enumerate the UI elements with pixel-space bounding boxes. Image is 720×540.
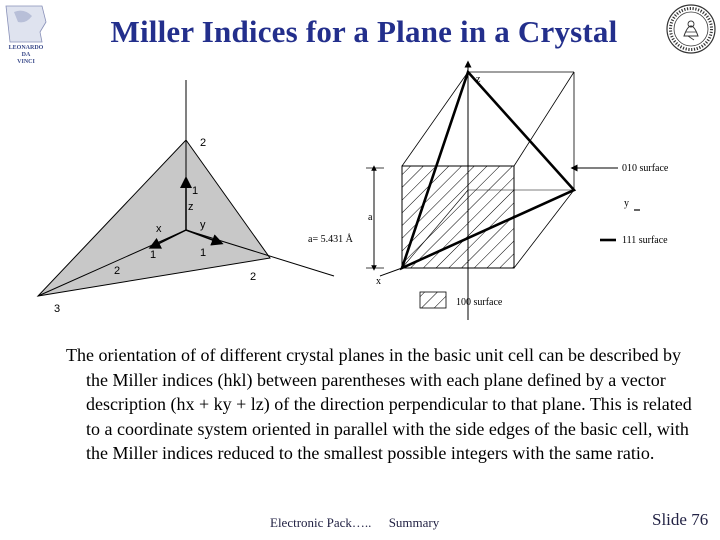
body-paragraph: The orientation of of different crystal planes in the basic unit cell can be described by the Miller indices (hkl) between parentheses with each plane defined by a vector description (hx + ky + lz) of the direction perpendicular to that plane. This is related to a coordinate system oriented in parallel with the side edges of the basic cell, with the Miller indices reduced to the smallest possible integers with the same ratio.	[66, 345, 692, 463]
legend-100-swatch	[420, 292, 446, 308]
svg-text:DA: DA	[21, 52, 31, 58]
footer-section: Summary	[388, 515, 440, 530]
tick-z-1: 1	[192, 185, 199, 197]
tick-y-2: 2	[250, 271, 257, 283]
footer-course: Electronic Pack…..	[270, 515, 372, 530]
z-axis-label: z	[476, 74, 481, 85]
tick-z-2: 2	[200, 137, 207, 149]
svg-text:VINCI: VINCI	[17, 59, 35, 65]
x-axis-label: x	[156, 223, 162, 235]
legend-100-label: 100 surface	[456, 297, 503, 308]
footer	[270, 515, 453, 531]
x-axis-line	[380, 268, 402, 276]
shaded-plane	[38, 140, 270, 296]
slide-number: Slide 76	[652, 510, 709, 529]
slide-title: Miller Indices for a Plane in a Crystal	[110, 14, 618, 49]
leonardo-da-vinci-logo	[2, 2, 50, 70]
university-seal	[664, 2, 718, 56]
tick-x-2: 2	[114, 265, 121, 277]
y-axis-label: y	[624, 198, 629, 209]
body-text	[66, 343, 696, 466]
svg-text:LEONARDO: LEONARDO	[8, 45, 44, 51]
miller-plane-diagram	[0, 70, 340, 320]
legend-010-label: 010 surface	[622, 163, 669, 174]
legend-111-label: 111 surface	[622, 235, 668, 246]
y-axis-label: y	[200, 219, 206, 231]
tick-x-1: 1	[150, 249, 157, 261]
tick-y-1: 1	[200, 247, 207, 259]
z-axis-label: z	[188, 201, 194, 213]
x-axis-label: x	[376, 276, 381, 287]
unit-cell-diagram	[300, 60, 720, 320]
dimension-a-label: a	[368, 212, 373, 223]
tick-x-3: 3	[54, 303, 61, 315]
lattice-constant: a= 5.431 Å	[308, 234, 353, 245]
